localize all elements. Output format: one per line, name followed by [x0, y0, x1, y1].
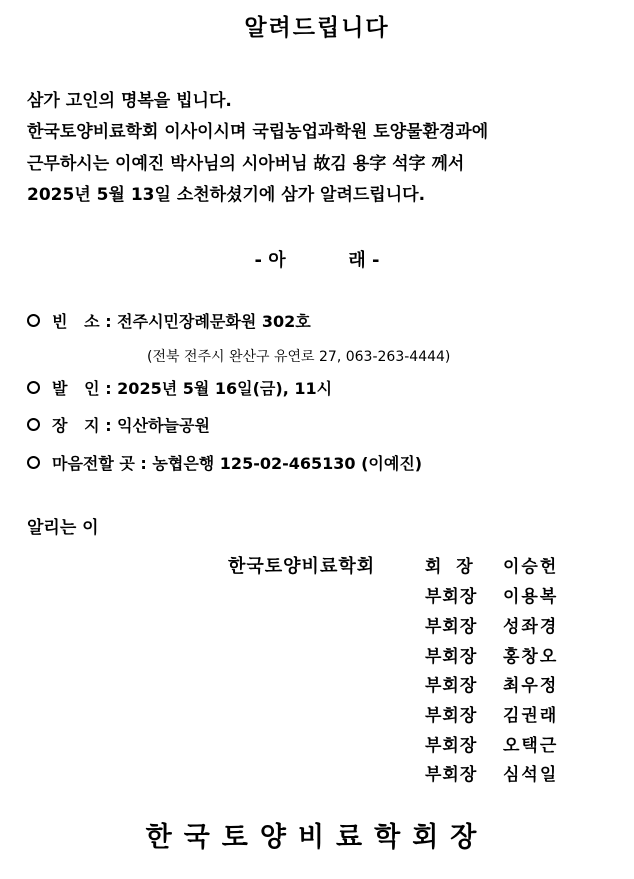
signatory-name: 홍창오 — [503, 647, 559, 667]
notice-title: 알려드립니다 — [244, 15, 390, 41]
donation-row — [27, 451, 422, 474]
burial-label: 장 지 : — [52, 416, 112, 435]
signatory-name: 성좌경 — [503, 617, 559, 637]
condolence-line-4: 2025년 5월 13일 소천하셨기에 삼가 알려드립니다. — [27, 185, 426, 205]
condolence-line-1: 삼가 고인의 명복을 빕니다. — [27, 91, 232, 111]
bullet-circle-icon — [27, 456, 40, 469]
funeral-hall-value: 전주시민장례문화원 302호 — [117, 312, 311, 331]
signatory-role: 부회장 — [425, 706, 478, 726]
departure-row — [27, 376, 332, 399]
departure-value: 2025년 5월 16일(금), 11시 — [117, 379, 333, 398]
signatory-name: 이승헌 — [503, 557, 559, 577]
section-header: - 아 래 - — [254, 250, 380, 271]
funeral-hall-label: 빈 소 : — [52, 312, 112, 331]
signatory-role: 부회장 — [425, 587, 478, 607]
signatory-name: 이용복 — [503, 587, 559, 607]
condolence-line-2: 한국토양비료학회 이사이시며 국립농업과학원 토양물환경과에 — [27, 122, 489, 142]
signatory-role: 부회장 — [425, 647, 478, 667]
signatory-role: 회 장 — [425, 557, 474, 577]
signatory-role: 부회장 — [425, 617, 478, 637]
funeral-hall-address: (전북 전주시 완산구 유연로 27, 063-263-4444) — [147, 349, 451, 365]
departure-label: 발 인 : — [52, 379, 112, 398]
announcers-label: 알리는 이 — [27, 518, 99, 538]
signatory-role: 부회장 — [425, 736, 478, 756]
signatory-role: 부회장 — [425, 765, 478, 785]
condolence-line-3: 근무하시는 이예진 박사님의 시아버님 故김 용字 석字 께서 — [27, 154, 465, 174]
signatory-organization: 한국토양비료학회 — [228, 556, 376, 577]
burial-value: 익산하늘공원 — [117, 416, 210, 435]
bullet-circle-icon — [27, 418, 40, 431]
signatory-role: 부회장 — [425, 676, 478, 696]
bullet-circle-icon — [27, 314, 40, 327]
signatory-name: 오택근 — [503, 736, 559, 756]
burial-row — [27, 413, 210, 436]
donation-value: 농협은행 125-02-465130 (이예진) — [152, 454, 423, 473]
signatory-name: 김권래 — [503, 706, 559, 726]
signatory-name: 심석일 — [503, 765, 559, 785]
funeral-hall-row — [27, 309, 311, 332]
bullet-circle-icon — [27, 381, 40, 394]
donation-label: 마음전할 곳 : — [52, 454, 147, 473]
signatory-name: 최우정 — [503, 676, 559, 696]
footer-signature: 한국토양비료학회장 — [145, 822, 489, 853]
